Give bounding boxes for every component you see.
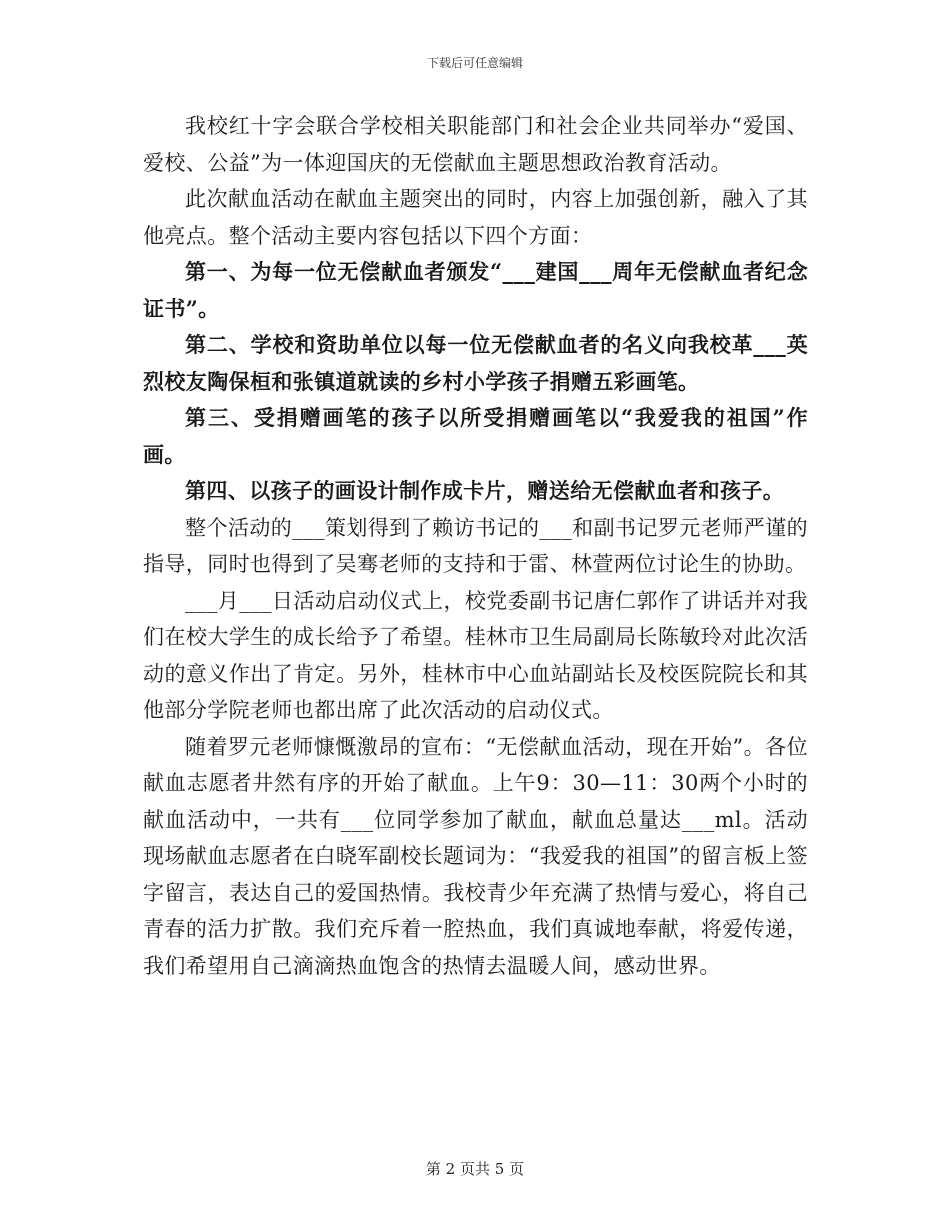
paragraph-item-4: 第四、以孩子的画设计制作成卡片，赠送给无偿献血者和孩子。 <box>185 478 785 503</box>
paragraph-item-1: 第一、为每一位无偿献血者颁发“___建国___周年无偿献血者纪念证书”。 <box>143 259 808 321</box>
document-body <box>143 108 808 984</box>
paragraph-item-2: 第二、学校和资助单位以每一位无偿献血者的名义向我校革___英烈校友陶保桓和张镇道就读的乡村小学孩子捐赠五彩画笔。 <box>143 332 808 394</box>
paragraph-intro: 我校红十字会联合学校相关职能部门和社会企业共同举办“爱国、爱校、公益”为一体迎国庆的无偿献血主题思想政治教育活动。 <box>143 114 808 175</box>
paragraph-overview: 此次献血活动在献血主题突出的同时，内容上加强创新，融入了其他亮点。整个活动主要内容包括以下四个方面： <box>143 187 808 248</box>
paragraph-planning: 整个活动的___策划得到了赖访书记的___和副书记罗元老师严谨的指导，同时也得到了吴骞老师的支持和于雷、林萱两位讨论生的协助。 <box>143 515 808 576</box>
paragraph-activity: 随着罗元老师慷慨激昂的宣布：“无偿献血活动，现在开始”。各位献血志愿者井然有序的开始了献血。上午9：30—11：30两个小时的献血活动中，一共有___位同学参加了献血，献血总量达___ml。活动现场献血志愿者在白晓军副校长题词为：“我爱我的祖国”的留言板上签字留言，表达自己的爱国热情。我校青少年充满了热情与爱心，将自己青春的活力扩散。我们充斥着一腔热血，我们真诚地奉献，将爱传递，我们希望用自己滴滴热血饱含的热情去温暖人间，感动世界。 <box>143 734 808 978</box>
paragraph-ceremony: ___月___日活动启动仪式上，校党委副书记唐仁郭作了讲话并对我们在校大学生的成长给予了希望。桂林市卫生局副局长陈敏玲对此次活动的意义作出了肯定。另外，桂林市中心血站副站长及校医院院长和其他部分学院老师也都出席了此次活动的启动仪式。 <box>143 588 808 722</box>
page-footer: 第 2 页共 5 页 <box>425 1160 525 1178</box>
paragraph-item-3: 第三、受捐赠画笔的孩子以所受捐赠画笔以“我爱我的祖国”作画。 <box>143 405 808 467</box>
page-header: 下载后可任意编辑 <box>426 56 523 70</box>
